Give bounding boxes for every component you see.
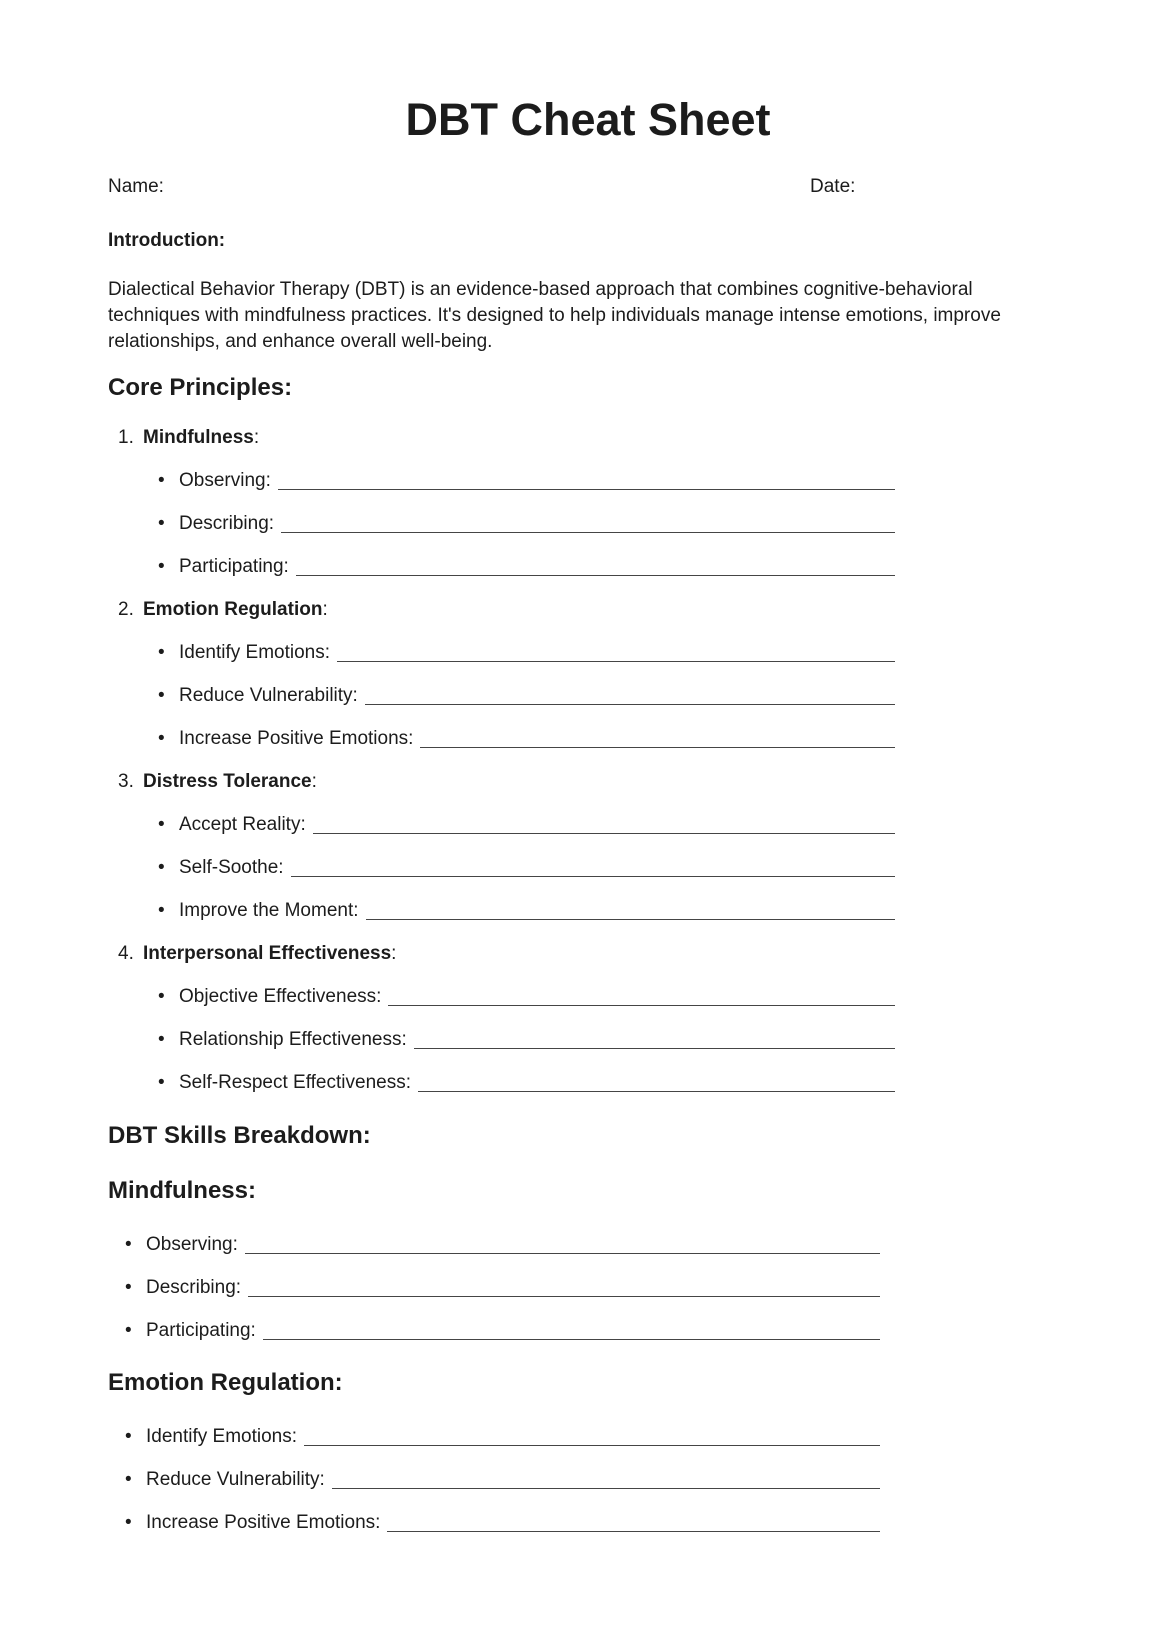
bullet-icon: •: [158, 728, 165, 750]
numbered-item-distress-tolerance: [118, 771, 1068, 793]
bullet-icon: •: [158, 685, 165, 707]
numbered-item-emotion-regulation: [118, 599, 1068, 621]
item-title: Emotion Regulation: [143, 599, 323, 621]
bullet-icon: •: [125, 1234, 132, 1256]
bullet-item: [158, 986, 895, 1008]
introduction-heading: Introduction:: [108, 230, 226, 252]
skills-breakdown-heading: DBT Skills Breakdown:: [108, 1122, 371, 1150]
bullet-label: Relationship Effectiveness:: [179, 1029, 407, 1051]
bullet-item: [125, 1320, 880, 1342]
bullet-item: [158, 900, 895, 922]
bullet-item: [125, 1469, 880, 1491]
bullet-item: [125, 1426, 880, 1448]
fill-in-blank[interactable]: [296, 564, 895, 576]
item-title: Interpersonal Effectiveness: [143, 943, 392, 965]
bullet-label: Increase Positive Emotions:: [179, 728, 414, 750]
bullet-icon: •: [125, 1320, 132, 1342]
bullet-icon: •: [125, 1277, 132, 1299]
bullet-icon: •: [158, 814, 165, 836]
fill-in-blank[interactable]: [388, 994, 895, 1006]
bullet-item: [125, 1234, 880, 1256]
fill-in-blank[interactable]: [365, 693, 895, 705]
fill-in-blank[interactable]: [263, 1328, 880, 1340]
item-number: 4.: [118, 943, 134, 965]
name-label: Name:: [108, 176, 164, 198]
fill-in-blank[interactable]: [332, 1477, 880, 1489]
fill-in-blank[interactable]: [313, 822, 895, 834]
emotion-regulation-section-heading: Emotion Regulation:: [108, 1369, 343, 1397]
bullet-icon: •: [158, 1072, 165, 1094]
item-number: 2.: [118, 599, 134, 621]
bullet-item: [158, 857, 895, 879]
name-date-row: [108, 176, 1068, 198]
fill-in-blank[interactable]: [281, 521, 895, 533]
bullet-label: Self-Respect Effectiveness:: [179, 1072, 411, 1094]
bullet-item: [158, 1072, 895, 1094]
bullet-icon: •: [158, 642, 165, 664]
fill-in-blank[interactable]: [387, 1520, 880, 1532]
bullet-label: Participating:: [179, 556, 289, 578]
bullet-item: [158, 814, 895, 836]
fill-in-blank[interactable]: [278, 478, 895, 490]
bullet-label: Increase Positive Emotions:: [146, 1512, 381, 1534]
mindfulness-skill-list: [108, 1234, 1068, 1342]
fill-in-blank[interactable]: [420, 736, 895, 748]
bullet-icon: •: [158, 513, 165, 535]
item-title: Distress Tolerance: [143, 771, 312, 793]
core-principles-heading: Core Principles:: [108, 374, 293, 402]
item-number: 3.: [118, 771, 134, 793]
bullet-icon: •: [125, 1469, 132, 1491]
bullet-item: [158, 470, 895, 492]
bullet-label: Observing:: [146, 1234, 238, 1256]
bullet-label: Observing:: [179, 470, 271, 492]
page-title: DBT Cheat Sheet: [405, 94, 771, 145]
mindfulness-section-heading: Mindfulness:: [108, 1177, 256, 1205]
bullet-item: [158, 642, 895, 664]
bullet-icon: •: [158, 556, 165, 578]
bullet-label: Objective Effectiveness:: [179, 986, 382, 1008]
bullet-icon: •: [125, 1426, 132, 1448]
bullet-item: [158, 1029, 895, 1051]
bullet-label: Accept Reality:: [179, 814, 306, 836]
item-colon: :: [311, 771, 317, 793]
fill-in-blank[interactable]: [418, 1080, 895, 1092]
bullet-item: [125, 1512, 880, 1534]
fill-in-blank[interactable]: [248, 1285, 880, 1297]
bullet-label: Participating:: [146, 1320, 256, 1342]
bullet-icon: •: [158, 470, 165, 492]
bullet-item: [158, 728, 895, 750]
bullet-label: Identify Emotions:: [179, 642, 331, 664]
bullet-item: [158, 556, 895, 578]
bullet-label: Identify Emotions:: [146, 1426, 298, 1448]
bullet-item: [125, 1277, 880, 1299]
bullet-icon: •: [158, 900, 165, 922]
bullet-label: Reduce Vulnerability:: [179, 685, 358, 707]
bullet-icon: •: [125, 1512, 132, 1534]
fill-in-blank[interactable]: [337, 650, 895, 662]
core-principles-list: [108, 427, 1068, 1094]
numbered-item-mindfulness: [118, 427, 1068, 449]
bullet-label: Reduce Vulnerability:: [146, 1469, 325, 1491]
fill-in-blank[interactable]: [304, 1434, 880, 1446]
emotion-regulation-skill-list: [108, 1426, 1068, 1534]
numbered-item-interpersonal-effectiveness: [118, 943, 1068, 965]
bullet-item: [158, 685, 895, 707]
fill-in-blank[interactable]: [366, 908, 895, 920]
bullet-label: Improve the Moment:: [179, 900, 359, 922]
fill-in-blank[interactable]: [291, 865, 895, 877]
fill-in-blank[interactable]: [245, 1242, 880, 1254]
fill-in-blank[interactable]: [414, 1037, 895, 1049]
date-label: Date:: [810, 176, 856, 198]
bullet-item: [158, 513, 895, 535]
bullet-icon: •: [158, 857, 165, 879]
item-colon: :: [322, 599, 328, 621]
item-title: Mindfulness: [143, 427, 254, 449]
item-colon: :: [391, 943, 397, 965]
item-colon: :: [253, 427, 260, 449]
bullet-icon: •: [158, 986, 165, 1008]
bullet-label: Self-Soothe:: [179, 857, 284, 879]
bullet-label: Describing:: [179, 513, 275, 535]
item-number: 1.: [118, 427, 134, 449]
bullet-icon: •: [158, 1029, 165, 1051]
introduction-paragraph: Dialectical Behavior Therapy (DBT) is an evidence-based approach that combines cognitive-behavioral techniques with mindfulness practices. It's designed to help individuals manage intense emotions, improve relationships, and enhance overall well-being.: [108, 279, 1001, 353]
bullet-label: Describing:: [146, 1277, 242, 1299]
